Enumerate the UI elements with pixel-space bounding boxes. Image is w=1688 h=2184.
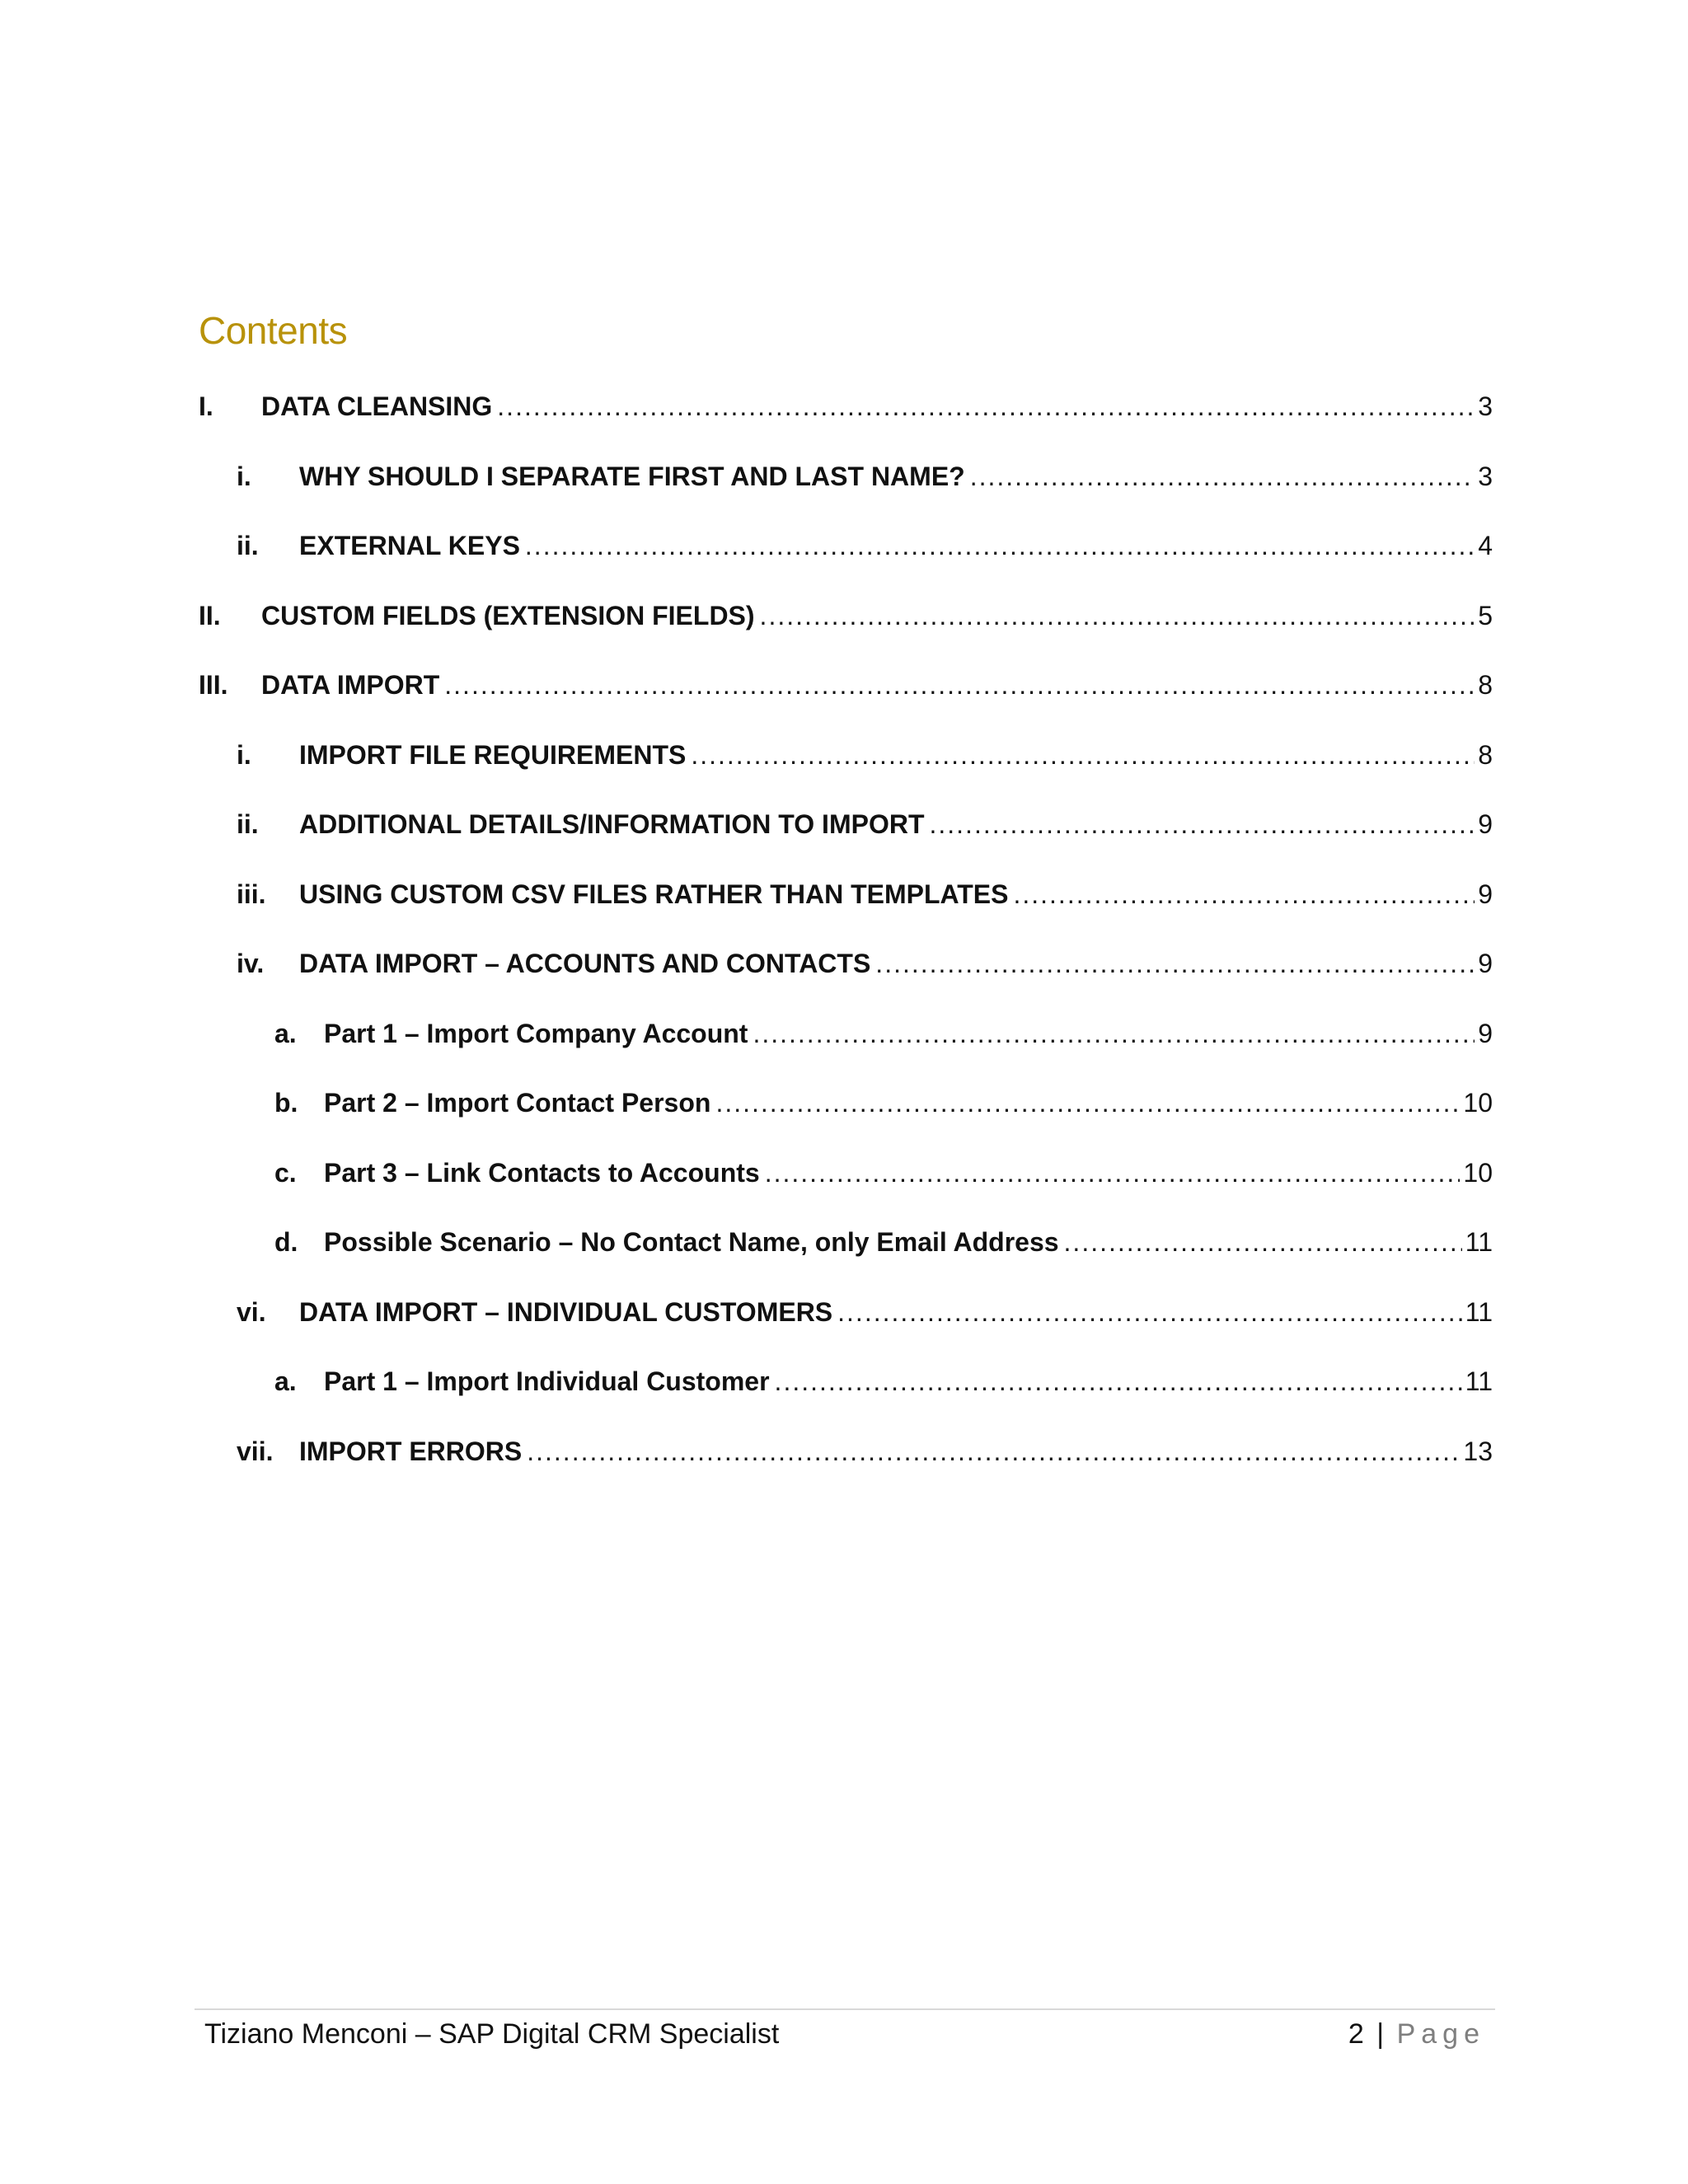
toc-entry-page: 3 — [1478, 461, 1493, 491]
page-footer — [195, 2008, 1495, 2060]
toc-entry-title: WHY SHOULD I SEPARATE FIRST AND LAST NAME? — [299, 457, 970, 495]
footer-page-number — [1348, 2018, 1485, 2050]
toc-leader-dots — [929, 805, 1475, 843]
toc-entry-number: i. — [237, 461, 251, 491]
toc-entry[interactable] — [199, 875, 1493, 945]
toc-entry-number: d. — [274, 1227, 298, 1257]
toc-entry-page: 9 — [1478, 949, 1493, 978]
toc-leader-dots — [1064, 1223, 1462, 1261]
toc-entry[interactable] — [199, 1223, 1493, 1293]
toc-leader-dots — [765, 1154, 1461, 1192]
toc-entry-page: 11 — [1465, 1227, 1493, 1257]
toc-entry-number: a. — [274, 1366, 297, 1396]
toc-entry[interactable] — [199, 1084, 1493, 1154]
table-of-contents — [199, 387, 1493, 1502]
toc-entry[interactable] — [199, 1432, 1493, 1502]
toc-leader-dots — [837, 1293, 1462, 1331]
toc-leader-dots — [1013, 875, 1475, 913]
toc-entry-page: 9 — [1478, 809, 1493, 839]
toc-entry-page: 10 — [1463, 1157, 1493, 1188]
toc-entry[interactable] — [199, 527, 1493, 597]
toc-leader-dots — [753, 1015, 1475, 1052]
toc-entry-title: DATA IMPORT – INDIVIDUAL CUSTOMERS — [299, 1293, 837, 1331]
toc-entry-title: DATA CLEANSING — [261, 387, 497, 425]
toc-entry-title: Part 1 – Import Company Account — [324, 1015, 753, 1052]
toc-leader-dots — [875, 944, 1475, 982]
toc-entry-page: 8 — [1478, 670, 1493, 700]
toc-entry[interactable] — [199, 1362, 1493, 1432]
toc-heading: Contents — [199, 309, 348, 352]
toc-leader-dots — [760, 597, 1475, 635]
toc-entry[interactable] — [199, 597, 1493, 667]
page-separator: | — [1376, 2018, 1385, 2050]
toc-entry[interactable] — [199, 944, 1493, 1015]
toc-entry-number: vi. — [237, 1296, 266, 1327]
toc-entry-page: 8 — [1478, 739, 1493, 770]
toc-entry-number: i. — [237, 739, 251, 770]
toc-entry[interactable] — [199, 387, 1493, 457]
toc-entry-page: 9 — [1478, 1018, 1493, 1048]
toc-leader-dots — [444, 666, 1475, 704]
toc-entry-title: EXTERNAL KEYS — [299, 527, 525, 565]
toc-leader-dots — [497, 387, 1475, 425]
toc-entry-title: IMPORT FILE REQUIREMENTS — [299, 736, 691, 774]
toc-entry-title: Part 2 – Import Contact Person — [324, 1084, 715, 1122]
toc-entry-page: 11 — [1465, 1296, 1493, 1327]
toc-entry-number: c. — [274, 1157, 297, 1188]
toc-entry-title: CUSTOM FIELDS (EXTENSION FIELDS) — [261, 597, 760, 635]
toc-entry-title: Part 1 – Import Individual Customer — [324, 1362, 775, 1400]
toc-entry[interactable] — [199, 1015, 1493, 1085]
toc-leader-dots — [691, 736, 1475, 774]
toc-entry-number: III. — [199, 670, 228, 700]
toc-entry-number: b. — [274, 1088, 298, 1118]
toc-entry-page: 3 — [1478, 391, 1493, 421]
toc-entry-page: 11 — [1465, 1366, 1493, 1396]
toc-entry-number: iii. — [237, 879, 266, 909]
footer-author: Tiziano Menconi – SAP Digital CRM Specialist — [204, 2018, 780, 2050]
toc-entry-page: 5 — [1478, 600, 1493, 630]
toc-entry-number: ii. — [237, 531, 259, 560]
toc-entry-number: a. — [274, 1018, 297, 1048]
toc-entry[interactable] — [199, 1293, 1493, 1363]
toc-entry-number: II. — [199, 600, 221, 630]
toc-entry-title: DATA IMPORT – ACCOUNTS AND CONTACTS — [299, 944, 875, 982]
toc-entry-page: 9 — [1478, 879, 1493, 909]
toc-entry-number: iv. — [237, 949, 265, 978]
toc-entry-page: 13 — [1463, 1436, 1493, 1466]
toc-entry-page: 4 — [1478, 531, 1493, 560]
toc-entry-title: USING CUSTOM CSV FILES RATHER THAN TEMPLATES — [299, 875, 1013, 913]
toc-entry[interactable] — [199, 666, 1493, 736]
toc-leader-dots — [527, 1432, 1460, 1470]
toc-entry-title: Possible Scenario – No Contact Name, only Email Address — [324, 1223, 1064, 1261]
page-number: 2 — [1348, 2018, 1364, 2050]
toc-entry[interactable] — [199, 1154, 1493, 1224]
page-label: Page — [1396, 2018, 1485, 2050]
toc-leader-dots — [525, 527, 1475, 565]
toc-leader-dots — [715, 1084, 1460, 1122]
toc-entry-number: ii. — [237, 809, 259, 839]
toc-entry-page: 10 — [1463, 1088, 1493, 1118]
toc-entry-number: vii. — [237, 1436, 274, 1466]
toc-entry-number: I. — [199, 391, 213, 421]
toc-entry-title: DATA IMPORT — [261, 666, 444, 704]
toc-entry-title: ADDITIONAL DETAILS/INFORMATION TO IMPORT — [299, 805, 929, 843]
toc-leader-dots — [970, 457, 1475, 495]
toc-entry[interactable] — [199, 457, 1493, 527]
toc-entry-title: Part 3 – Link Contacts to Accounts — [324, 1154, 765, 1192]
toc-entry-title: IMPORT ERRORS — [299, 1432, 527, 1470]
toc-entry[interactable] — [199, 805, 1493, 875]
toc-entry[interactable] — [199, 736, 1493, 806]
toc-leader-dots — [775, 1362, 1462, 1400]
